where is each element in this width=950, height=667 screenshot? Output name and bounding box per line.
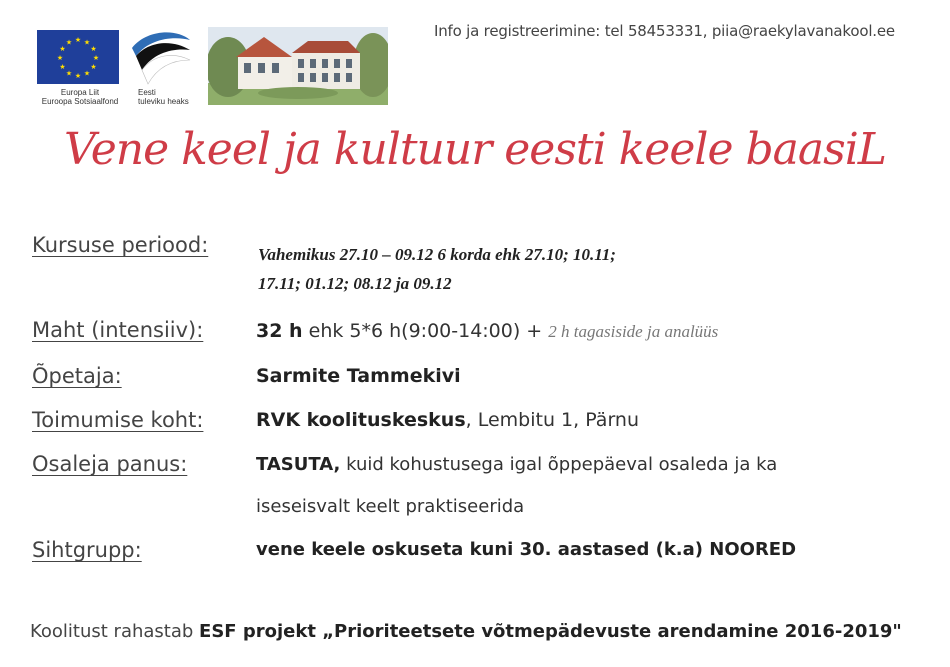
svg-text:★: ★: [83, 38, 91, 47]
svg-text:★: ★: [59, 63, 66, 71]
svg-text:★: ★: [92, 54, 100, 62]
target-value: vene keele oskuseta kuni 30. aastased (k.a) NOORED: [256, 539, 797, 560]
volume-extra: 2 h tagasiside ja analüüs: [548, 322, 719, 341]
location-venue: RVK koolituskeskus: [256, 409, 466, 431]
svg-text:★: ★: [90, 63, 97, 71]
period-value: [258, 240, 738, 298]
ee-caption-line2: tuleviku heaks: [138, 97, 189, 106]
contribution-label: Osaleja panus:: [32, 452, 188, 476]
volume-label: Maht (intensiiv):: [32, 318, 204, 342]
period-label: Kursuse periood:: [32, 233, 209, 257]
eu-logo-caption: [30, 88, 130, 106]
ee-caption-line1: Eesti: [138, 88, 156, 97]
footer-project: ESF projekt „Prioriteetsete võtmepädevuste arendamine 2016-2019": [199, 621, 902, 642]
ee-logo-caption: [138, 88, 198, 106]
funding-footer: [30, 621, 902, 642]
svg-text:★: ★: [74, 36, 82, 44]
period-line1: Vahemikus 27.10 – 09.12 6 korda ehk 27.10; 10.11;: [258, 245, 616, 264]
volume-value: [256, 320, 718, 342]
page-title: Vene keel ja kultuur eesti keele baasiL: [64, 124, 886, 175]
school-building-photo: [208, 27, 388, 105]
eu-caption-line1: Europa Liit: [60, 88, 100, 97]
location-label: Toimumise koht:: [32, 408, 204, 432]
target-label: Sihtgrupp:: [32, 538, 142, 562]
location-address: , Lembitu 1, Pärnu: [465, 409, 640, 431]
teacher-value: Sarmite Tammekivi: [256, 365, 461, 387]
period-line2: 17.11; 01.12; 08.12 ja 09.12: [258, 274, 452, 293]
svg-text:★: ★: [65, 69, 73, 78]
contact-info: Info ja registreerimine: tel 58453331, piia@raekylavanakool.ee: [434, 22, 895, 40]
location-value: [256, 409, 639, 431]
estonian-flag-swoosh-icon: [128, 26, 194, 86]
svg-text:★: ★: [83, 69, 91, 78]
volume-text: ehk 5*6 h(9:00-14:00) +: [302, 320, 549, 342]
contribution-value: [256, 454, 777, 475]
svg-text:★: ★: [90, 45, 97, 53]
svg-text:★: ★: [59, 45, 66, 53]
svg-text:★: ★: [74, 72, 82, 80]
svg-text:★: ★: [56, 54, 64, 62]
svg-text:★: ★: [65, 38, 73, 47]
eu-caption-line2: Euroopa Sotsiaalfond: [41, 97, 119, 106]
volume-hours: 32 h: [256, 320, 303, 342]
teacher-label: Õpetaja:: [32, 364, 122, 388]
footer-text: Koolitust rahastab: [30, 621, 200, 642]
contribution-text: kuid kohustusega igal õppepäeval osaleda ja ka: [340, 454, 778, 475]
eu-flag-icon: [37, 30, 119, 84]
contribution-free: TASUTA,: [256, 454, 341, 475]
contribution-line2: iseseisvalt keelt praktiseerida: [256, 496, 525, 517]
